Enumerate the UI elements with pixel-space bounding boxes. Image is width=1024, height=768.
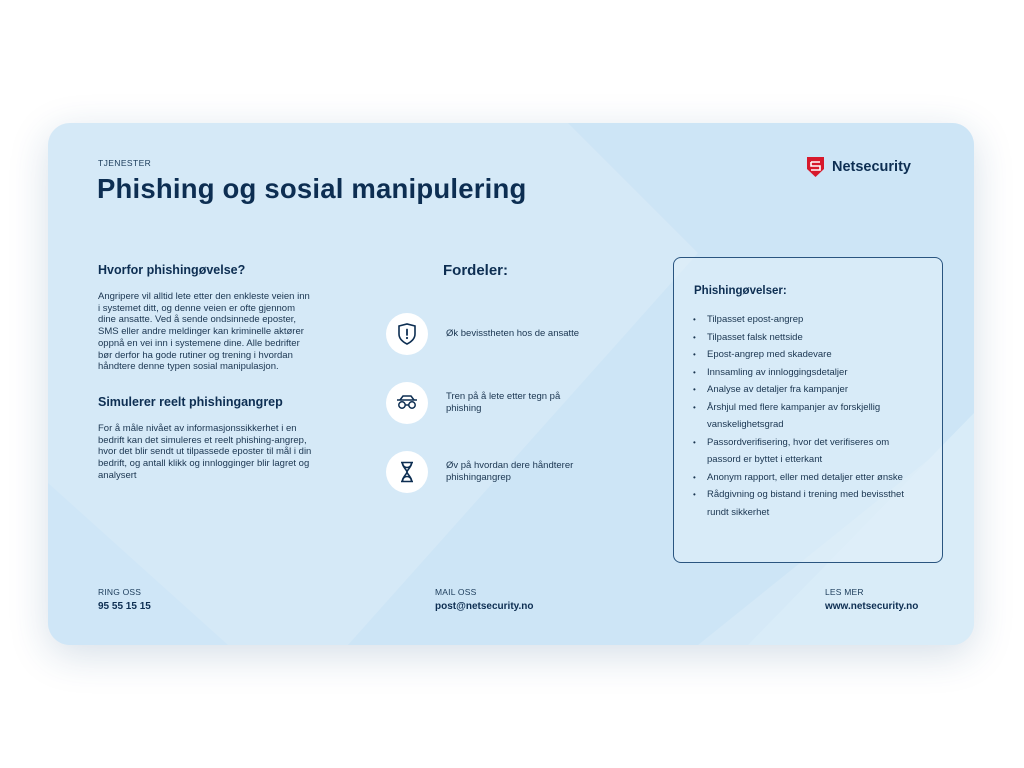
exercises-list bbox=[693, 311, 925, 521]
footer-mail bbox=[435, 587, 533, 612]
email-link[interactable]: post@netsecurity.no bbox=[435, 601, 534, 612]
benefit-text: Øv på hvordan dere håndterer phishingangrep bbox=[446, 460, 574, 483]
list-item: • Anonym rapport, eller med detaljer etter ønske bbox=[693, 469, 925, 487]
list-item: • Tilpasset falsk nettside bbox=[693, 329, 925, 347]
shield-logo-icon bbox=[806, 156, 825, 178]
more-label: LES MER bbox=[825, 587, 864, 597]
service-card bbox=[48, 123, 974, 645]
benefit-item bbox=[386, 313, 596, 355]
website-link[interactable]: www.netsecurity.no bbox=[825, 601, 919, 612]
list-item: • Analyse av detaljer fra kampanjer bbox=[693, 381, 925, 399]
simulate-heading: Simulerer reelt phishingangrep bbox=[98, 394, 283, 409]
list-item: • Epost-angrep med skadevare bbox=[693, 346, 925, 364]
disguise-glasses-icon bbox=[386, 382, 428, 424]
exercises-box bbox=[673, 257, 943, 563]
call-label: RING OSS bbox=[98, 587, 142, 597]
simulate-text: For å måle nivået av informasjonssikkerhet i en bedrift kan det simuleres et reelt phishing-angrep, hvor det blir sendt ut tilpassede eposter til mål i din bedrift, og antall klikk og innlogginger blir lagret og analysert bbox=[98, 422, 312, 481]
list-item: • Tilpasset epost-angrep bbox=[693, 311, 925, 329]
mail-label: MAIL OSS bbox=[435, 587, 477, 597]
netsecurity-logo[interactable] bbox=[806, 156, 911, 178]
benefit-text: Øk bevisstheten hos de ansatte bbox=[446, 328, 580, 340]
why-text: Angripere vil alltid lete etter den enkleste veien inn i systemet ditt, og denne veien er ofte gjennom dine ansatte. Ved å sende ondsinnede eposter, SMS eller andre meldinger kan kriminelle aktører oppnå en vei inn i systemene dine. Alle bedrifter bør derfor ha gode rutiner og trening i hvordan håndtere denne typen sosial manipulasjon. bbox=[98, 291, 310, 373]
footer-call bbox=[98, 587, 151, 612]
benefits-title: Fordeler: bbox=[443, 262, 509, 279]
list-item: • Rådgivning og bistand i trening med bevissthet rundt sikkerhet bbox=[693, 486, 925, 521]
intro-column bbox=[98, 263, 313, 481]
exercises-title: Phishingøvelser: bbox=[694, 285, 787, 297]
benefit-item bbox=[386, 382, 596, 424]
list-item: • Innsamling av innloggingsdetaljer bbox=[693, 364, 925, 382]
benefit-text: Tren på å lete etter tegn på phishing bbox=[446, 391, 561, 414]
phone-link[interactable]: 95 55 15 15 bbox=[98, 601, 151, 612]
list-item: • Årshjul med flere kampanjer av forskjellig vanskelighetsgrad bbox=[693, 399, 925, 434]
benefit-item bbox=[386, 451, 596, 493]
shield-alert-icon bbox=[386, 313, 428, 355]
eyebrow-label: TJENESTER bbox=[98, 158, 152, 168]
hourglass-icon bbox=[386, 451, 428, 493]
footer-more bbox=[825, 587, 918, 612]
why-heading: Hvorfor phishingøvelse? bbox=[98, 263, 246, 277]
list-item: • Passordverifisering, hvor det verifiseres om passord er byttet i etterkant bbox=[693, 434, 925, 469]
page-title: Phishing og sosial manipulering bbox=[97, 173, 527, 204]
logo-name: Netsecurity bbox=[832, 159, 911, 175]
